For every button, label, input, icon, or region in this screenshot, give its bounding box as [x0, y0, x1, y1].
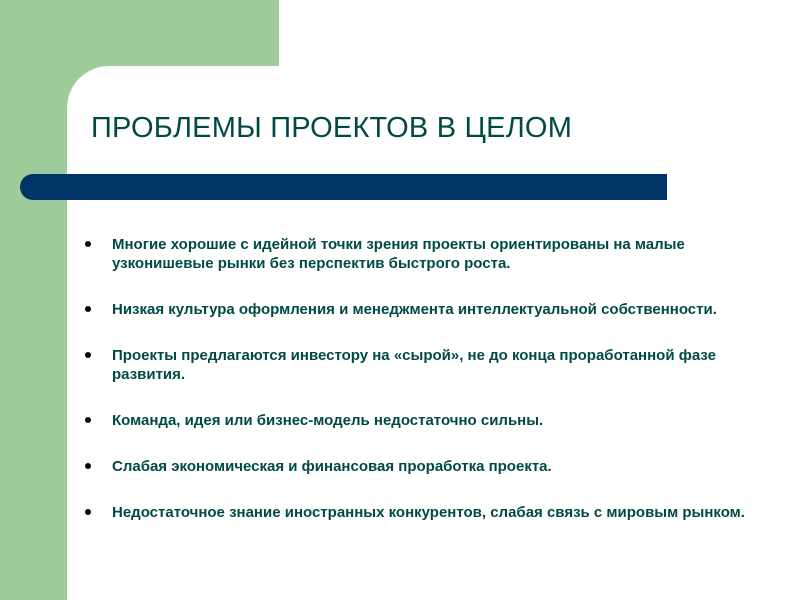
bullet-text: Многие хорошие с идейной точки зрения проекты ориентированы на малые узконишевые рынки без перспектив быстрого роста. — [112, 236, 685, 272]
bullet-dot-icon — [85, 306, 91, 312]
bullet-dot-icon — [85, 241, 91, 247]
bullet-item — [84, 235, 764, 273]
bullet-dot-icon — [85, 417, 91, 423]
bullet-item — [84, 411, 764, 430]
bullet-dot-icon — [85, 509, 91, 515]
bullet-text: Недостаточное знание иностранных конкурентов, слабая связь с мировым рынком. — [112, 504, 745, 521]
bullet-item — [84, 457, 764, 476]
title-underline-bar — [20, 174, 667, 200]
bullet-text: Низкая культура оформления и менеджмента интеллектуальной собственности. — [112, 301, 717, 318]
bullet-dot-icon — [85, 352, 91, 358]
bullet-dot-icon — [85, 463, 91, 469]
bullet-item — [84, 346, 764, 384]
bullet-list — [84, 235, 764, 522]
bullet-text: Слабая экономическая и финансовая проработка проекта. — [112, 458, 552, 475]
bullet-text: Проекты предлагаются инвестору на «сырой», не до конца проработанной фазе развития. — [112, 347, 716, 383]
bullet-text: Команда, идея или бизнес-модель недостаточно сильны. — [112, 412, 544, 429]
bullet-item — [84, 300, 764, 319]
bullet-item — [84, 503, 764, 522]
slide-title: ПРОБЛЕМЫ ПРОЕКТОВ В ЦЕЛОМ — [91, 112, 573, 144]
